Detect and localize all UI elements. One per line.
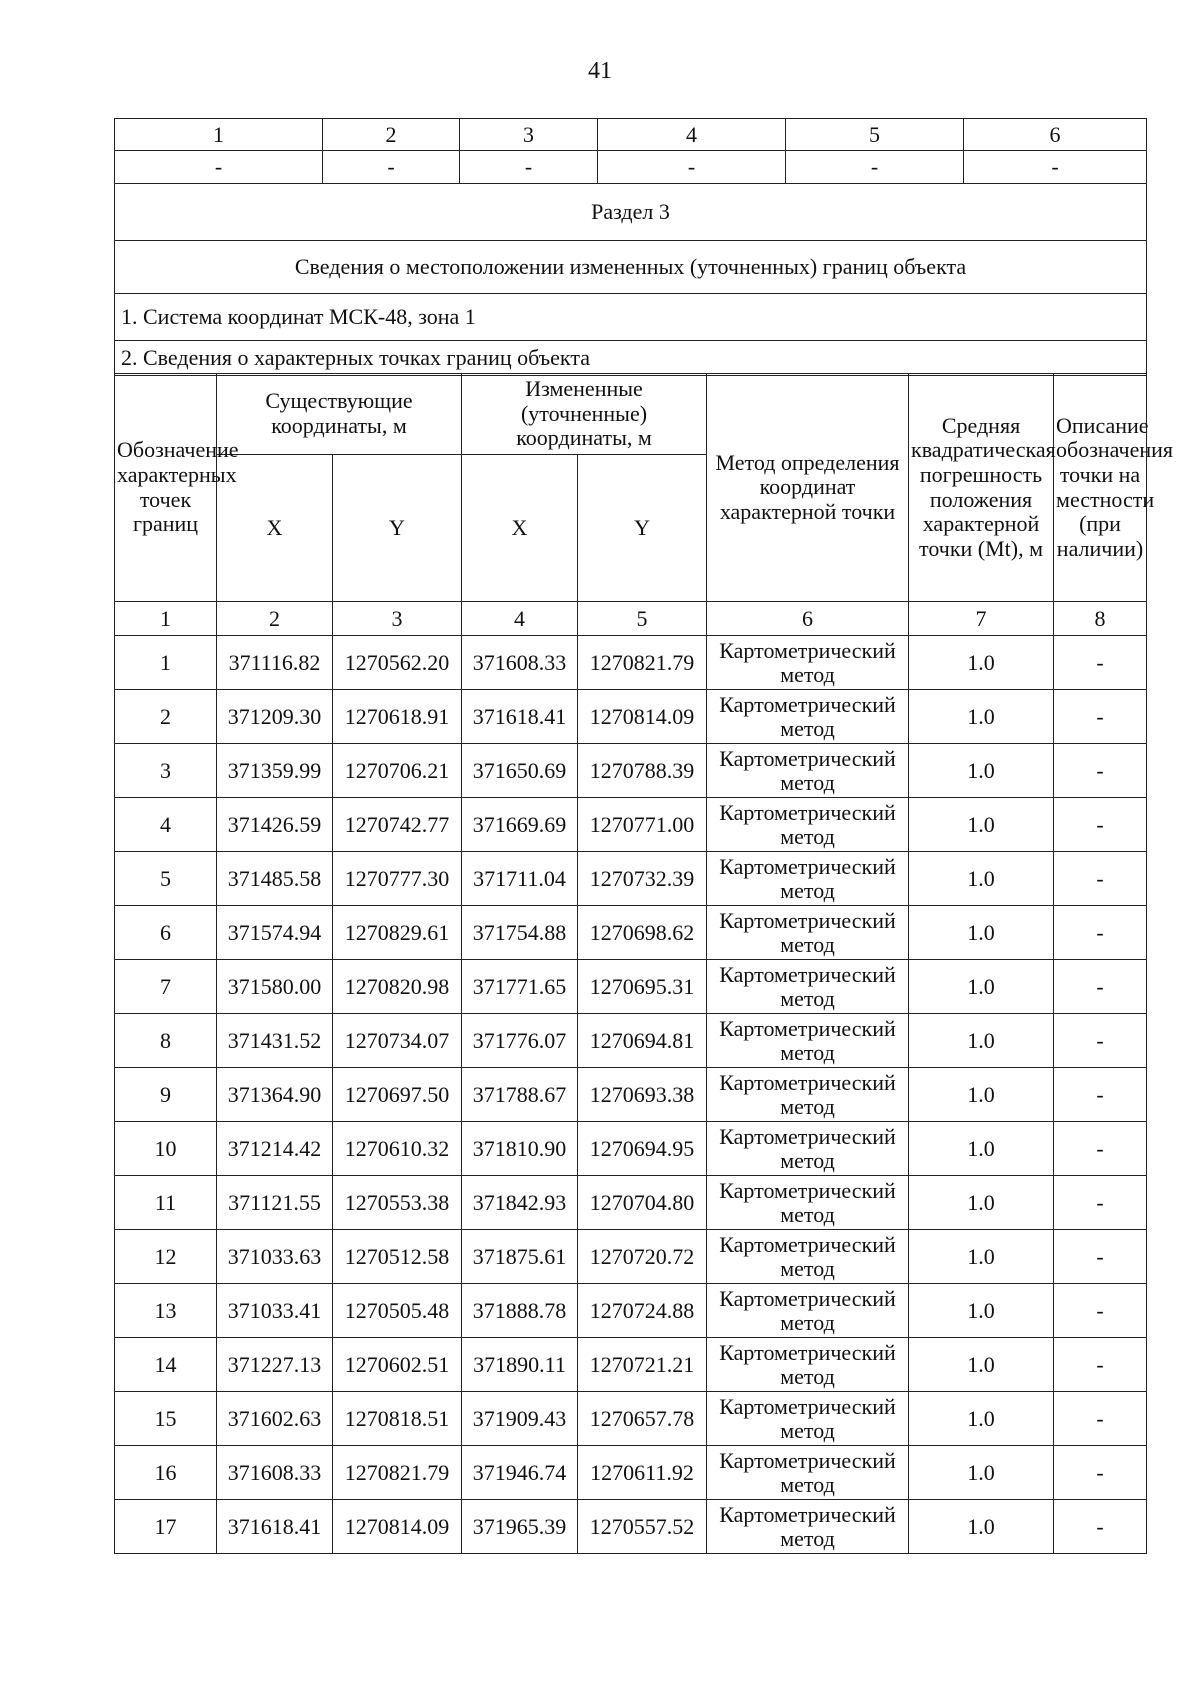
col-number: 8 [1054, 602, 1147, 636]
section-title: Раздел 3 [115, 184, 1147, 241]
col-number: 4 [598, 119, 786, 151]
changed-x: 371909.43 [462, 1392, 578, 1446]
col-number: 1 [115, 119, 323, 151]
existing-x: 371121.55 [217, 1176, 333, 1230]
changed-y: 1270693.38 [578, 1068, 707, 1122]
method: Картометрический метод [707, 1500, 909, 1554]
table-row [115, 1500, 1147, 1554]
existing-y: 1270602.51 [333, 1338, 462, 1392]
point-number: 14 [115, 1338, 217, 1392]
table-row [115, 1068, 1147, 1122]
changed-x: 371965.39 [462, 1500, 578, 1554]
error: 1.0 [909, 1338, 1054, 1392]
header-existing-x: X [217, 455, 333, 602]
column-number-row [115, 119, 1147, 151]
description: - [1054, 1392, 1147, 1446]
method: Картометрический метод [707, 1338, 909, 1392]
section-table [114, 118, 1147, 376]
point-number: 6 [115, 906, 217, 960]
point-number: 4 [115, 798, 217, 852]
point-number: 10 [115, 1122, 217, 1176]
changed-y: 1270724.88 [578, 1284, 707, 1338]
existing-x: 371608.33 [217, 1446, 333, 1500]
table-row [115, 636, 1147, 690]
existing-x: 371227.13 [217, 1338, 333, 1392]
changed-y: 1270657.78 [578, 1392, 707, 1446]
description: - [1054, 906, 1147, 960]
existing-y: 1270821.79 [333, 1446, 462, 1500]
coordinate-system: 1. Система координат МСК-48, зона 1 [115, 294, 1147, 341]
existing-x: 371426.59 [217, 798, 333, 852]
changed-x: 371842.93 [462, 1176, 578, 1230]
existing-x: 371364.90 [217, 1068, 333, 1122]
header-changed-y: Y [578, 455, 707, 602]
changed-y: 1270694.81 [578, 1014, 707, 1068]
existing-y: 1270512.58 [333, 1230, 462, 1284]
changed-y: 1270788.39 [578, 744, 707, 798]
dash-cell: - [460, 151, 598, 184]
changed-x: 371788.67 [462, 1068, 578, 1122]
changed-x: 371946.74 [462, 1446, 578, 1500]
existing-x: 371602.63 [217, 1392, 333, 1446]
description: - [1054, 798, 1147, 852]
error: 1.0 [909, 906, 1054, 960]
changed-x: 371771.65 [462, 960, 578, 1014]
header-changed-x: X [462, 455, 578, 602]
table-row [115, 906, 1147, 960]
col-number: 6 [964, 119, 1147, 151]
point-number: 15 [115, 1392, 217, 1446]
changed-x: 371776.07 [462, 1014, 578, 1068]
error: 1.0 [909, 1284, 1054, 1338]
point-number: 11 [115, 1176, 217, 1230]
col-number: 1 [115, 602, 217, 636]
point-number: 8 [115, 1014, 217, 1068]
table-row [115, 744, 1147, 798]
changed-y: 1270771.00 [578, 798, 707, 852]
existing-x: 371574.94 [217, 906, 333, 960]
description: - [1054, 1176, 1147, 1230]
changed-x: 371810.90 [462, 1122, 578, 1176]
method: Картометрический метод [707, 690, 909, 744]
section-subtitle: Сведения о местоположении измененных (уточненных) границ объекта [115, 241, 1147, 294]
col-number: 4 [462, 602, 578, 636]
table-row [115, 852, 1147, 906]
point-number: 13 [115, 1284, 217, 1338]
existing-y: 1270814.09 [333, 1500, 462, 1554]
point-number: 1 [115, 636, 217, 690]
changed-x: 371890.11 [462, 1338, 578, 1392]
existing-y: 1270742.77 [333, 798, 462, 852]
description: - [1054, 852, 1147, 906]
changed-x: 371669.69 [462, 798, 578, 852]
method: Картометрический метод [707, 1230, 909, 1284]
points-table [114, 373, 1174, 1554]
point-number: 7 [115, 960, 217, 1014]
changed-y: 1270721.21 [578, 1338, 707, 1392]
error: 1.0 [909, 1230, 1054, 1284]
error: 1.0 [909, 960, 1054, 1014]
point-number: 16 [115, 1446, 217, 1500]
table-row [115, 690, 1147, 744]
existing-x: 371485.58 [217, 852, 333, 906]
error: 1.0 [909, 798, 1054, 852]
header-error: Средняя квадратическая погрешность положения характерной точки (Mt), м [909, 374, 1054, 602]
description: - [1054, 744, 1147, 798]
changed-x: 371650.69 [462, 744, 578, 798]
existing-x: 371116.82 [217, 636, 333, 690]
column-number-row [115, 602, 1147, 636]
error: 1.0 [909, 744, 1054, 798]
changed-y: 1270720.72 [578, 1230, 707, 1284]
changed-y: 1270814.09 [578, 690, 707, 744]
table-row [115, 1122, 1147, 1176]
existing-x: 371618.41 [217, 1500, 333, 1554]
changed-y: 1270695.31 [578, 960, 707, 1014]
existing-y: 1270697.50 [333, 1068, 462, 1122]
point-number: 17 [115, 1500, 217, 1554]
method: Картометрический метод [707, 1284, 909, 1338]
header-changed: Измененные (уточненные) координаты, м [462, 374, 707, 455]
point-number: 9 [115, 1068, 217, 1122]
col-number: 2 [323, 119, 460, 151]
existing-x: 371214.42 [217, 1122, 333, 1176]
existing-x: 371033.41 [217, 1284, 333, 1338]
header-existing-y: Y [333, 455, 462, 602]
dash-row [115, 151, 1147, 184]
error: 1.0 [909, 1068, 1054, 1122]
table-row [115, 1338, 1147, 1392]
col-number: 7 [909, 602, 1054, 636]
error: 1.0 [909, 636, 1054, 690]
changed-x: 371875.61 [462, 1230, 578, 1284]
point-number: 3 [115, 744, 217, 798]
description: - [1054, 1338, 1147, 1392]
existing-y: 1270820.98 [333, 960, 462, 1014]
existing-y: 1270777.30 [333, 852, 462, 906]
existing-y: 1270818.51 [333, 1392, 462, 1446]
existing-y: 1270618.91 [333, 690, 462, 744]
header-existing: Существующие координаты, м [217, 374, 462, 455]
error: 1.0 [909, 1176, 1054, 1230]
changed-y: 1270698.62 [578, 906, 707, 960]
changed-y: 1270694.95 [578, 1122, 707, 1176]
header-description: Описание обозначения точки на местности (при наличии) [1054, 374, 1147, 602]
description: - [1054, 636, 1147, 690]
existing-x: 371209.30 [217, 690, 333, 744]
dash-cell: - [115, 151, 323, 184]
method: Картометрический метод [707, 636, 909, 690]
description: - [1054, 690, 1147, 744]
description: - [1054, 1230, 1147, 1284]
error: 1.0 [909, 1500, 1054, 1554]
point-number: 5 [115, 852, 217, 906]
error: 1.0 [909, 1446, 1054, 1500]
table-row [115, 1446, 1147, 1500]
col-number: 3 [333, 602, 462, 636]
description: - [1054, 1446, 1147, 1500]
existing-x: 371580.00 [217, 960, 333, 1014]
description: - [1054, 960, 1147, 1014]
header-method: Метод определения координат характерной точки [707, 374, 909, 602]
col-number: 2 [217, 602, 333, 636]
changed-x: 371618.41 [462, 690, 578, 744]
method: Картометрический метод [707, 744, 909, 798]
existing-x: 371359.99 [217, 744, 333, 798]
method: Картометрический метод [707, 1446, 909, 1500]
method: Картометрический метод [707, 960, 909, 1014]
changed-y: 1270821.79 [578, 636, 707, 690]
point-number: 12 [115, 1230, 217, 1284]
page-number: 41 [588, 58, 612, 84]
error: 1.0 [909, 852, 1054, 906]
description: - [1054, 1122, 1147, 1176]
changed-x: 371888.78 [462, 1284, 578, 1338]
error: 1.0 [909, 1392, 1054, 1446]
changed-y: 1270732.39 [578, 852, 707, 906]
method: Картометрический метод [707, 1176, 909, 1230]
existing-x: 371431.52 [217, 1014, 333, 1068]
changed-y: 1270611.92 [578, 1446, 707, 1500]
table-row [115, 1230, 1147, 1284]
method: Картометрический метод [707, 906, 909, 960]
method: Картометрический метод [707, 1014, 909, 1068]
col-number: 6 [707, 602, 909, 636]
dash-cell: - [598, 151, 786, 184]
point-number: 2 [115, 690, 217, 744]
dash-cell: - [323, 151, 460, 184]
description: - [1054, 1500, 1147, 1554]
table-row [115, 960, 1147, 1014]
method: Картометрический метод [707, 1122, 909, 1176]
description: - [1054, 1014, 1147, 1068]
error: 1.0 [909, 1014, 1054, 1068]
table-row [115, 1014, 1147, 1068]
table-row [115, 1176, 1147, 1230]
method: Картометрический метод [707, 798, 909, 852]
changed-x: 371608.33 [462, 636, 578, 690]
changed-y: 1270557.52 [578, 1500, 707, 1554]
description: - [1054, 1284, 1147, 1338]
col-number: 5 [786, 119, 964, 151]
table-row [115, 1392, 1147, 1446]
method: Картометрический метод [707, 852, 909, 906]
table-row [115, 1284, 1147, 1338]
method: Картометрический метод [707, 1068, 909, 1122]
method: Картометрический метод [707, 1392, 909, 1446]
error: 1.0 [909, 1122, 1054, 1176]
existing-y: 1270706.21 [333, 744, 462, 798]
col-number: 3 [460, 119, 598, 151]
existing-x: 371033.63 [217, 1230, 333, 1284]
changed-x: 371711.04 [462, 852, 578, 906]
col-number: 5 [578, 602, 707, 636]
error: 1.0 [909, 690, 1054, 744]
description: - [1054, 1068, 1147, 1122]
existing-y: 1270505.48 [333, 1284, 462, 1338]
existing-y: 1270829.61 [333, 906, 462, 960]
existing-y: 1270610.32 [333, 1122, 462, 1176]
existing-y: 1270553.38 [333, 1176, 462, 1230]
dash-cell: - [786, 151, 964, 184]
changed-x: 371754.88 [462, 906, 578, 960]
points-heading: 2. Сведения о характерных точках границ объекта [115, 341, 1147, 376]
dash-cell: - [964, 151, 1147, 184]
table-row [115, 798, 1147, 852]
existing-y: 1270562.20 [333, 636, 462, 690]
changed-y: 1270704.80 [578, 1176, 707, 1230]
existing-y: 1270734.07 [333, 1014, 462, 1068]
header-designation: Обозначение характерных точек границ [115, 374, 217, 602]
